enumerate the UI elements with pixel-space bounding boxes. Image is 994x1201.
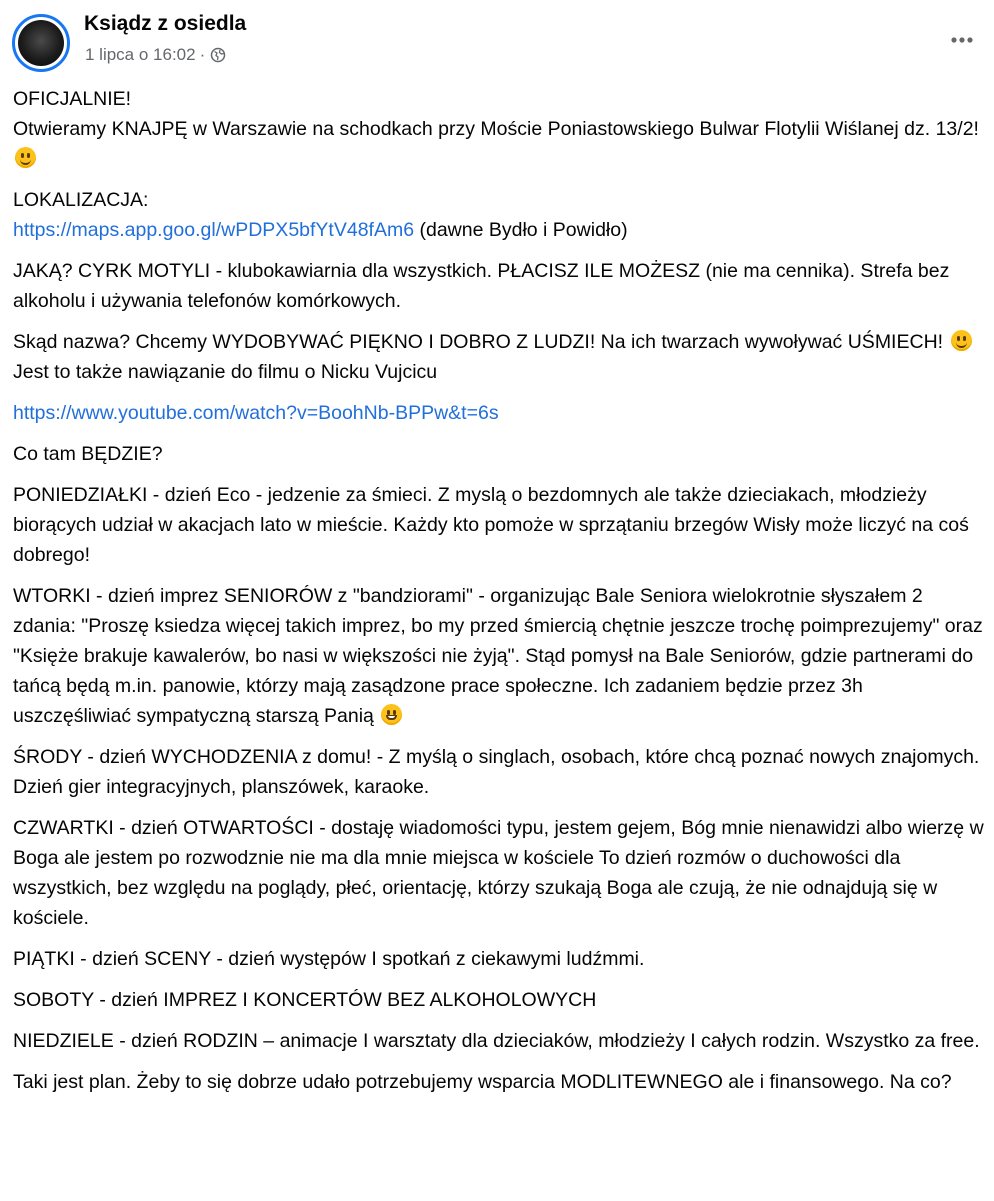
name-text-continued: Jest to także nawiązanie do filmu o Nicku Vujcicu [13,361,438,383]
tuesday-text: WTORKI - dzień imprez SENIORÓW z "bandziorami" - organizując Bale Seniora wielokrotnie słyszałem 2 zdania: "Proszę ksiedza więcej takich imprez, bo my przed śmiercią chętnie jeszcze trochę poimprezujemy" oraz "Księże brakuje kawalerów, bo nasi w większości nie żyją". Stąd pomysł na Bale Seniorów, gdzie partnerami do tańcą będą m.in. panowie, którzy mają zasądzone prace społeczne. Ich zadaniem będzie przez 3h uszczęśliwiać sympatyczną starszą Panią [13,585,983,727]
intro-heading: OFICJALNIE! [13,88,132,110]
post-timestamp[interactable]: 1 lipca o 16:02 [85,45,196,64]
paragraph-plan: Taki jest plan. Żeby to się dobrze udało potrzebujemy wsparcia MODLITEWNEGO ale i finansowego. Na co? [13,1071,952,1093]
meta-separator: · [199,45,206,64]
grin-emoji-icon [381,704,402,725]
smile-emoji-icon [15,147,36,168]
avatar-image [18,20,64,66]
author-name[interactable]: Ksiądz z osiedla [84,12,247,35]
more-options-icon [950,36,974,44]
paragraph-intro [13,84,985,174]
post-header [12,8,982,74]
author-avatar[interactable] [12,14,70,72]
globe-icon[interactable] [210,47,226,63]
post-meta [85,45,226,65]
paragraph-location [13,185,985,245]
more-options-button[interactable] [944,22,980,58]
paragraph-wednesday: ŚRODY - dzień WYCHODZENIA z domu! - Z myślą o singlach, osobach, które chcą poznać nowych znajomych. Dzień gier integracyjnych, planszówek, karaoke. [13,746,980,798]
paragraph-what-will-be: Co tam BĘDZIE? [13,443,163,465]
paragraph-name [13,327,985,387]
smile-emoji-icon [951,330,972,351]
paragraph-saturday: SOBOTY - dzień IMPREZ I KONCERTÓW BEZ ALKOHOLOWYCH [13,989,597,1011]
paragraph-tuesday [13,581,985,731]
location-label: LOKALIZACJA: [13,189,149,211]
intro-text: Otwieramy KNAJPĘ w Warszawie na schodkach przy Moście Poniastowskiego Bulwar Flotylii Wiślanej dz. 13/2! [13,118,979,140]
post-body [13,84,985,1108]
paragraph-friday: PIĄTKI - dzień SCENY - dzień występów I spotkań z ciekawymi ludźmmi. [13,948,645,970]
paragraph-sunday: NIEDZIELE - dzień RODZIN – animacje I warsztaty dla dzieciaków, młodzieży I całych rodzin. Wszystko za free. [13,1030,980,1052]
paragraph-youtube [13,398,985,428]
paragraph-thursday: CZWARTKI - dzień OTWARTOŚCI - dostaję wiadomości typu, jestem gejem, Bóg mnie nienawidzi albo wierzę w Boga ale jestem po rozwodznie nie ma dla mnie miejsca w kościele To dzień rozmów o duchowości dla wszystkich, bez względu na poglądy, płeć, orientację, którzy szukają Boga ale czują, że nie odnajdują się w kościele. [13,817,984,929]
paragraph-what: JAKĄ? CYRK MOTYLI - klubokawiarnia dla wszystkich. PŁACISZ ILE MOŻESZ (nie ma cennika). Strefa bez alkoholu i używania telefonów komórkowych. [13,260,950,312]
youtube-link[interactable]: https://www.youtube.com/watch?v=BoohNb-BPPw&t=6s [13,402,499,424]
name-text: Skąd nazwa? Chcemy WYDOBYWAĆ PIĘKNO I DOBRO Z LUDZI! Na ich twarzach wywoływać UŚMIECH! [13,331,944,353]
paragraph-monday: PONIEDZIAŁKI - dzień Eco - jedzenie za śmieci. Z myslą o bezdomnych ale także dzieciakach, młodzieży biorących udział w akacjach lato w mieście. Każdy kto pomoże w sprzątaniu brzegów Wisły może liczyć na coś dobrego! [13,484,969,566]
location-suffix: (dawne Bydło i Powidło) [414,219,628,241]
maps-link[interactable]: https://maps.app.goo.gl/wPDPX5bfYtV48fAm6 [13,219,415,241]
